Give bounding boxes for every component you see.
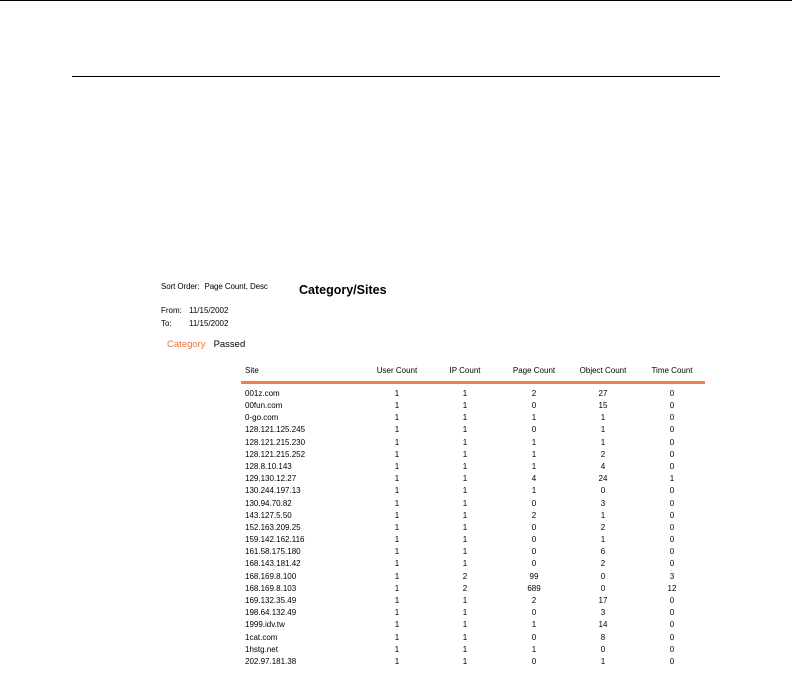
site-cell: 130.94.70.82	[245, 498, 292, 508]
table-row	[241, 473, 705, 485]
time-count-cell: 0	[669, 510, 675, 520]
page-count-cell: 1	[531, 644, 537, 654]
ip-count-cell: 1	[462, 498, 468, 508]
ip-count-cell: 1	[462, 474, 468, 484]
table-row	[241, 607, 705, 619]
time-count-cell: 0	[669, 449, 675, 459]
table-row	[241, 425, 705, 437]
object-count-cell: 0	[600, 644, 606, 654]
page-count-cell: 4	[531, 474, 537, 484]
table-row	[241, 583, 705, 595]
time-count-cell: 0	[669, 522, 675, 532]
page-count-cell: 1	[531, 486, 537, 496]
site-cell: 1hstg.net	[245, 644, 278, 654]
page-count-cell: 0	[531, 632, 537, 642]
object-count-cell: 15	[598, 401, 608, 411]
ip-count-cell: 1	[462, 596, 468, 606]
from-label: From:	[161, 306, 182, 315]
page-count-cell: 2	[531, 596, 537, 606]
time-count-cell: 0	[669, 486, 675, 496]
category-value: Passed	[213, 339, 246, 350]
user-count-cell: 1	[394, 461, 400, 471]
category-row	[167, 339, 245, 350]
table-row	[241, 400, 705, 412]
object-count-cell: 0	[600, 486, 606, 496]
ip-count-cell: 1	[462, 449, 468, 459]
ip-count-cell: 1	[462, 461, 468, 471]
table-row	[241, 620, 705, 632]
table-row	[241, 412, 705, 424]
column-header-ip-count: IP Count	[429, 364, 501, 383]
site-cell: 161.58.175.180	[245, 547, 301, 557]
user-count-cell: 1	[394, 401, 400, 411]
ip-count-cell: 1	[462, 620, 468, 630]
table-body	[241, 383, 705, 669]
user-count-cell: 1	[394, 596, 400, 606]
table-row	[241, 656, 705, 668]
ip-count-cell: 1	[462, 510, 468, 520]
object-count-cell: 2	[600, 559, 606, 569]
site-cell: 143.127.5.50	[245, 510, 292, 520]
ip-count-cell: 1	[462, 644, 468, 654]
page-count-cell: 689	[527, 583, 541, 593]
user-count-cell: 1	[394, 425, 400, 435]
table-row	[241, 632, 705, 644]
time-count-cell: 0	[669, 413, 675, 423]
user-count-cell: 1	[394, 632, 400, 642]
page-count-cell: 1	[531, 437, 537, 447]
object-count-cell: 17	[598, 596, 608, 606]
page-count-cell: 1	[531, 461, 537, 471]
from-date	[161, 306, 228, 315]
column-header-time-count: Time Count	[639, 364, 705, 383]
site-cell: 169.132.35.49	[245, 596, 297, 606]
user-count-cell: 1	[394, 608, 400, 618]
ip-count-cell: 1	[462, 437, 468, 447]
ip-count-cell: 1	[462, 388, 468, 398]
site-cell: 0-go.com	[245, 413, 279, 423]
page-count-cell: 0	[531, 547, 537, 557]
object-count-cell: 27	[598, 388, 608, 398]
site-cell: 129.130.12.27	[245, 474, 297, 484]
table-row	[241, 461, 705, 473]
page-count-cell: 0	[531, 608, 537, 618]
object-count-cell: 1	[600, 437, 606, 447]
page-count-cell: 99	[529, 571, 539, 581]
object-count-cell: 6	[600, 547, 606, 557]
ip-count-cell: 1	[462, 608, 468, 618]
sort-order-label: Sort Order:	[161, 282, 200, 291]
header-divider	[72, 76, 720, 77]
object-count-cell: 1	[600, 535, 606, 545]
table-row	[241, 498, 705, 510]
user-count-cell: 1	[394, 522, 400, 532]
time-count-cell: 0	[669, 535, 675, 545]
object-count-cell: 1	[600, 656, 606, 666]
time-count-cell: 0	[669, 608, 675, 618]
user-count-cell: 1	[394, 571, 400, 581]
ip-count-cell: 1	[462, 559, 468, 569]
user-count-cell: 1	[394, 644, 400, 654]
user-count-cell: 1	[394, 388, 400, 398]
site-cell: 159.142.162.116	[245, 535, 305, 545]
sort-order-value: Page Count, Desc	[204, 282, 268, 291]
table-row	[241, 534, 705, 546]
site-cell: 128.121.215.230	[245, 437, 306, 447]
site-cell: 130.244.197.13	[245, 486, 301, 496]
user-count-cell: 1	[394, 498, 400, 508]
time-count-cell: 0	[669, 437, 675, 447]
site-cell: 001z.com	[245, 388, 280, 398]
user-count-cell: 1	[394, 449, 400, 459]
page-count-cell: 0	[531, 498, 537, 508]
user-count-cell: 1	[394, 437, 400, 447]
time-count-cell: 0	[669, 547, 675, 557]
table-row	[241, 644, 705, 656]
table-row	[241, 510, 705, 522]
time-count-cell: 0	[669, 425, 675, 435]
table-row	[241, 383, 705, 401]
ip-count-cell: 2	[462, 583, 468, 593]
table-row	[241, 559, 705, 571]
ip-count-cell: 1	[462, 401, 468, 411]
object-count-cell: 4	[600, 461, 606, 471]
user-count-cell: 1	[394, 510, 400, 520]
time-count-cell: 3	[669, 571, 675, 581]
site-cell: 202.97.181.38	[245, 656, 297, 666]
time-count-cell: 12	[667, 583, 677, 593]
column-header-object-count: Object Count	[567, 364, 639, 383]
page-count-cell: 0	[531, 559, 537, 569]
column-header-site: Site	[241, 364, 365, 383]
time-count-cell: 0	[669, 620, 675, 630]
ip-count-cell: 1	[462, 535, 468, 545]
time-count-cell: 0	[669, 656, 675, 666]
sort-order	[161, 282, 268, 291]
category-label: Category	[167, 339, 206, 350]
site-cell: 128.8.10.143	[245, 461, 292, 471]
to-value: 11/15/2002	[189, 319, 229, 328]
site-cell: 198.64.132.49	[245, 608, 297, 618]
from-value: 11/15/2002	[189, 306, 229, 315]
time-count-cell: 0	[669, 401, 675, 411]
page-count-cell: 1	[531, 413, 537, 423]
site-cell: 00fun.com	[245, 401, 283, 411]
page-count-cell: 0	[531, 425, 537, 435]
object-count-cell: 0	[600, 583, 606, 593]
object-count-cell: 24	[598, 474, 608, 484]
time-count-cell: 0	[669, 644, 675, 654]
to-date	[161, 319, 228, 328]
object-count-cell: 1	[600, 510, 606, 520]
user-count-cell: 1	[394, 620, 400, 630]
object-count-cell: 1	[600, 413, 606, 423]
time-count-cell: 0	[669, 596, 675, 606]
page-count-cell: 1	[531, 620, 537, 630]
object-count-cell: 0	[600, 571, 606, 581]
user-count-cell: 1	[394, 656, 400, 666]
user-count-cell: 1	[394, 474, 400, 484]
ip-count-cell: 1	[462, 425, 468, 435]
column-header-user-count: User Count	[365, 364, 429, 383]
object-count-cell: 2	[600, 449, 606, 459]
ip-count-cell: 1	[462, 656, 468, 666]
report-title: Category/Sites	[299, 283, 387, 297]
table-row	[241, 522, 705, 534]
page-count-cell: 1	[531, 449, 537, 459]
time-count-cell: 0	[669, 498, 675, 508]
site-cell: 128.121.125.245	[245, 425, 306, 435]
time-count-cell: 0	[669, 632, 675, 642]
site-cell: 168.143.181.42	[245, 559, 301, 569]
object-count-cell: 14	[598, 620, 608, 630]
ip-count-cell: 2	[462, 571, 468, 581]
time-count-cell: 1	[669, 474, 675, 484]
page-count-cell: 0	[531, 401, 537, 411]
user-count-cell: 1	[394, 559, 400, 569]
site-cell: 1999.idv.tw	[245, 620, 285, 630]
table-row	[241, 437, 705, 449]
user-count-cell: 1	[394, 547, 400, 557]
object-count-cell: 8	[600, 632, 606, 642]
ip-count-cell: 1	[462, 486, 468, 496]
to-label: To:	[161, 319, 172, 328]
object-count-cell: 2	[600, 522, 606, 532]
user-count-cell: 1	[394, 486, 400, 496]
table-row	[241, 546, 705, 558]
user-count-cell: 1	[394, 583, 400, 593]
sites-table	[241, 364, 705, 668]
table-row	[241, 486, 705, 498]
site-cell: 152.163.209.25	[245, 522, 301, 532]
time-count-cell: 0	[669, 461, 675, 471]
user-count-cell: 1	[394, 535, 400, 545]
object-count-cell: 3	[600, 608, 606, 618]
site-cell: 128.121.215.252	[245, 449, 306, 459]
object-count-cell: 1	[600, 425, 606, 435]
user-count-cell: 1	[394, 413, 400, 423]
page-count-cell: 2	[531, 510, 537, 520]
time-count-cell: 0	[669, 559, 675, 569]
page-count-cell: 0	[531, 656, 537, 666]
page-count-cell: 0	[531, 522, 537, 532]
table-row	[241, 571, 705, 583]
column-header-page-count: Page Count	[501, 364, 567, 383]
time-count-cell: 0	[669, 388, 675, 398]
site-cell: 168.169.8.103	[245, 583, 297, 593]
object-count-cell: 3	[600, 498, 606, 508]
ip-count-cell: 1	[462, 522, 468, 532]
table-header-row	[241, 364, 705, 383]
top-border-line	[0, 0, 792, 1]
ip-count-cell: 1	[462, 632, 468, 642]
site-cell: 168.169.8.100	[245, 571, 297, 581]
page-count-cell: 0	[531, 535, 537, 545]
ip-count-cell: 1	[462, 413, 468, 423]
table-row	[241, 595, 705, 607]
page-count-cell: 2	[531, 388, 537, 398]
table-row	[241, 449, 705, 461]
ip-count-cell: 1	[462, 547, 468, 557]
site-cell: 1cat.com	[245, 632, 278, 642]
